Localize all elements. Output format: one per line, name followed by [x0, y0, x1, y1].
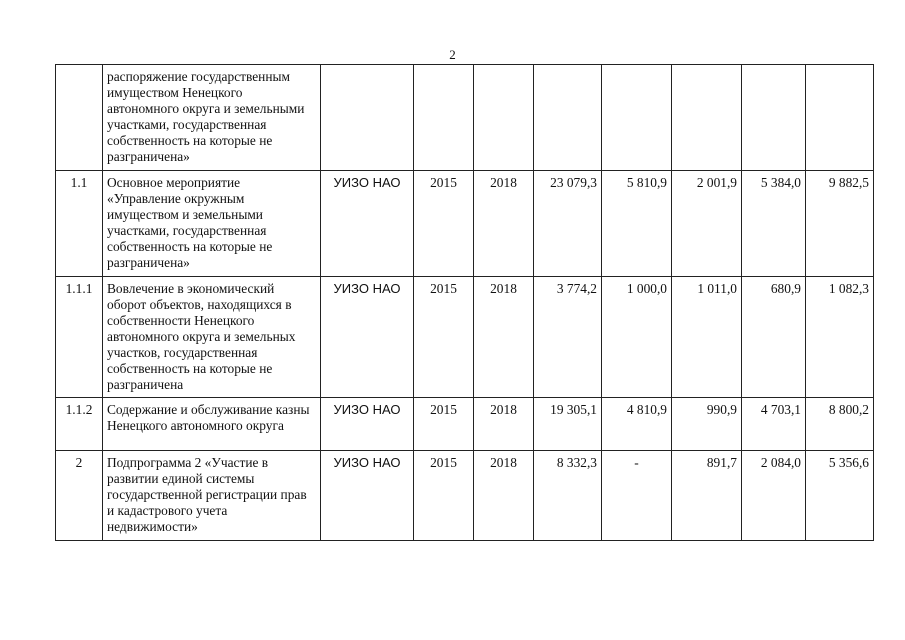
funding-2018-cell: 1 082,3 [806, 277, 874, 398]
activity-name-cell: Содержание и обслуживание казны Ненецкого автономного округа [103, 398, 321, 451]
table-row [56, 171, 874, 277]
table-row [56, 451, 874, 541]
executor-cell: УИЗО НАО [321, 171, 414, 277]
start-year-cell: 2015 [414, 451, 474, 541]
funding-2016-cell: 891,7 [672, 451, 742, 541]
table-row [56, 398, 874, 451]
funding-2016-cell: 2 001,9 [672, 171, 742, 277]
end-year-cell: 2018 [474, 398, 534, 451]
end-year-cell: 2018 [474, 171, 534, 277]
row-number-cell: 1.1.1 [56, 277, 103, 398]
funding-2017-cell: 2 084,0 [742, 451, 806, 541]
end-year-cell: 2018 [474, 277, 534, 398]
total-funding-cell: 23 079,3 [534, 171, 602, 277]
executor-cell [321, 65, 414, 171]
funding-2018-cell [806, 65, 874, 171]
funding-2017-cell: 4 703,1 [742, 398, 806, 451]
activity-name-cell: Основное мероприятие «Управление окружным имуществом и земельными участками, государственная собственность на которые не разграничена» [103, 171, 321, 277]
start-year-cell [414, 65, 474, 171]
program-table [55, 64, 874, 541]
funding-2015-cell [602, 65, 672, 171]
row-number-cell [56, 65, 103, 171]
end-year-cell: 2018 [474, 451, 534, 541]
funding-2017-cell: 5 384,0 [742, 171, 806, 277]
executor-cell: УИЗО НАО [321, 277, 414, 398]
total-funding-cell: 19 305,1 [534, 398, 602, 451]
row-number-cell: 1.1.2 [56, 398, 103, 451]
activity-name-cell: Подпрограмма 2 «Участие в развитии единой системы государственной регистрации прав и кадастрового учета недвижимости» [103, 451, 321, 541]
executor-cell: УИЗО НАО [321, 398, 414, 451]
total-funding-cell [534, 65, 602, 171]
table-row [56, 277, 874, 398]
table-row [56, 65, 874, 171]
start-year-cell: 2015 [414, 277, 474, 398]
funding-2018-cell: 9 882,5 [806, 171, 874, 277]
funding-2015-cell: 4 810,9 [602, 398, 672, 451]
funding-2018-cell: 5 356,6 [806, 451, 874, 541]
activity-name-cell: распоряжение государственным имуществом Ненецкого автономного округа и земельными участками, государственная собственность на которые не разграничена» [103, 65, 321, 171]
total-funding-cell: 8 332,3 [534, 451, 602, 541]
funding-2015-cell: 5 810,9 [602, 171, 672, 277]
funding-2016-cell: 1 011,0 [672, 277, 742, 398]
funding-2016-cell: 990,9 [672, 398, 742, 451]
end-year-cell [474, 65, 534, 171]
start-year-cell: 2015 [414, 398, 474, 451]
funding-2017-cell [742, 65, 806, 171]
activity-name-cell: Вовлечение в экономический оборот объектов, находящихся в собственности Ненецкого автономного округа и земельных участков, государственная собственность на которые не разграничена [103, 277, 321, 398]
start-year-cell: 2015 [414, 171, 474, 277]
total-funding-cell: 3 774,2 [534, 277, 602, 398]
executor-cell: УИЗО НАО [321, 451, 414, 541]
page-number: 2 [449, 47, 456, 62]
funding-2015-cell: 1 000,0 [602, 277, 672, 398]
funding-2015-cell: - [602, 451, 672, 541]
row-number-cell: 1.1 [56, 171, 103, 277]
funding-2018-cell: 8 800,2 [806, 398, 874, 451]
funding-2017-cell: 680,9 [742, 277, 806, 398]
funding-2016-cell [672, 65, 742, 171]
row-number-cell: 2 [56, 451, 103, 541]
